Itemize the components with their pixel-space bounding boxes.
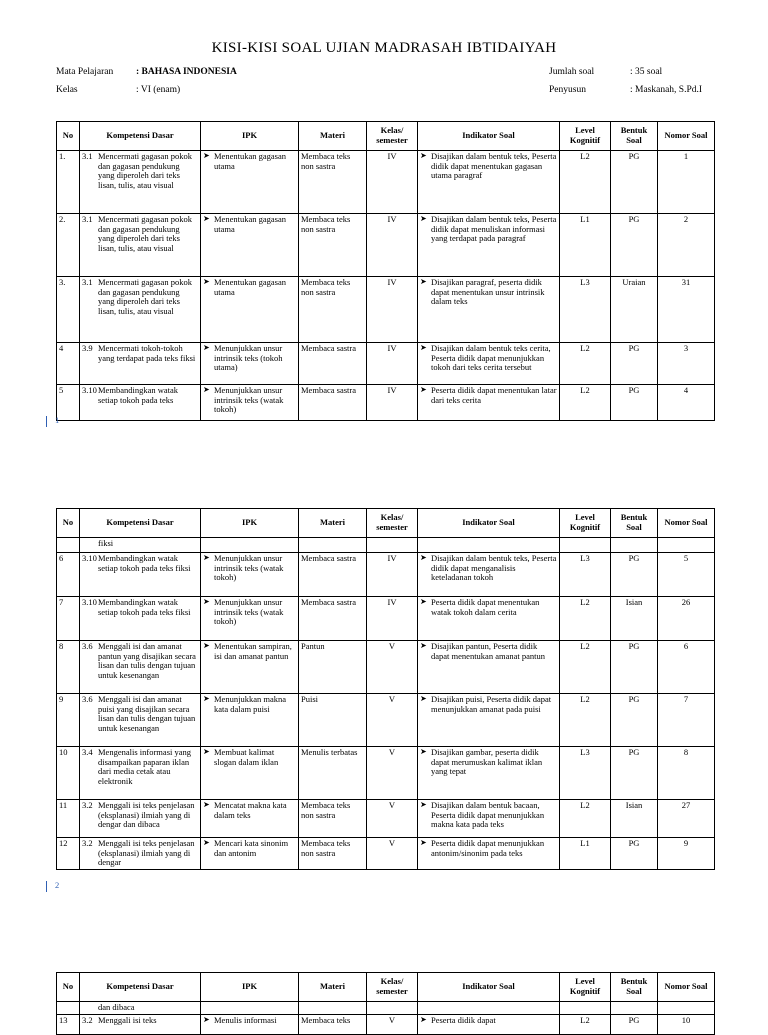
arrow-bullet-icon: ➤ xyxy=(420,747,427,756)
column-header: Level Kognitif xyxy=(560,509,611,538)
arrow-bullet-icon: ➤ xyxy=(203,151,210,160)
table-row xyxy=(57,214,715,277)
kd-text: Mencermati gagasan pokok dan gagasan pendukung yang diperoleh dari teks lisan, tulis, atau visual xyxy=(98,214,192,253)
kompetensi-dasar-cell xyxy=(80,151,201,214)
arrow-bullet-icon: ➤ xyxy=(420,800,427,809)
kisi-table-page-3 xyxy=(56,972,715,1035)
table-body xyxy=(57,1002,715,1035)
bentuk-cell: PG xyxy=(611,694,658,747)
bentuk-cell: PG xyxy=(611,1015,658,1035)
indikator-cell xyxy=(418,277,560,343)
row-number: 13 xyxy=(57,1015,80,1035)
kd-text: Menggali isi dan amanat puisi yang disajikan secara lisan dan tulis dengan tujuan untuk kesenangan xyxy=(98,694,196,733)
arrow-bullet-icon: ➤ xyxy=(203,1015,210,1024)
ipk-cell xyxy=(201,343,299,385)
materi-cell: Membaca sastra xyxy=(299,343,367,385)
table-header xyxy=(57,973,715,1002)
empty-cell xyxy=(299,1002,367,1015)
indikator-cell-text: Disajikan dalam bentuk teks, Peserta didik dapat menuliskan informasi yang terdapat pada paragraf xyxy=(431,214,557,244)
column-header: Nomor Soal xyxy=(658,973,715,1002)
kelas-cell: V xyxy=(367,747,418,800)
nomor-cell: 5 xyxy=(658,553,715,597)
column-header: Indikator Soal xyxy=(418,509,560,538)
empty-cell xyxy=(201,538,299,553)
nomor-cell: 26 xyxy=(658,597,715,641)
kelas-cell: IV xyxy=(367,151,418,214)
materi-cell: Membaca sastra xyxy=(299,553,367,597)
kd-text: Menggali isi teks penjelasan (eksplanasi) ilmiah yang di dengar dan dibaca xyxy=(98,800,195,830)
kd-number: 3.10 xyxy=(82,553,97,563)
continuation-row xyxy=(57,1002,715,1015)
column-header: Level Kognitif xyxy=(560,122,611,151)
kelas-cell: IV xyxy=(367,597,418,641)
meta-penyusun-label: Penyusun xyxy=(549,85,586,95)
nomor-cell: 10 xyxy=(658,1015,715,1035)
kd-text: Membandingkan watak setiap tokoh pada teks fiksi xyxy=(98,553,191,573)
kd-number: 3.9 xyxy=(82,343,93,353)
indikator-cell xyxy=(418,385,560,421)
column-header: No xyxy=(57,509,80,538)
ipk-cell-text: Menentukan sampiran, isi dan amanat pantun xyxy=(214,641,292,661)
column-header: Materi xyxy=(299,509,367,538)
empty-cell xyxy=(367,1002,418,1015)
arrow-bullet-icon: ➤ xyxy=(203,214,210,223)
page-number xyxy=(46,880,59,892)
materi-cell: Membaca teks non sastra xyxy=(299,800,367,838)
table-row xyxy=(57,151,715,214)
column-header: No xyxy=(57,122,80,151)
empty-cell xyxy=(560,538,611,553)
row-number: 11 xyxy=(57,800,80,838)
indikator-cell-text: Peserta didik dapat menentukan latar dari teks cerita xyxy=(431,385,557,405)
kd-number: 3.1 xyxy=(82,277,93,287)
column-header: Nomor Soal xyxy=(658,509,715,538)
ipk-cell xyxy=(201,553,299,597)
kd-text: Menggali isi dan amanat pantun yang disajikan secara lisan dan tulis dengan tujuan untuk kesenangan xyxy=(98,641,196,680)
bentuk-cell: PG xyxy=(611,747,658,800)
kompetensi-dasar-cell xyxy=(80,343,201,385)
level-cell: L2 xyxy=(560,151,611,214)
indikator-cell xyxy=(418,343,560,385)
empty-cell xyxy=(611,1002,658,1015)
ipk-cell xyxy=(201,747,299,800)
arrow-bullet-icon: ➤ xyxy=(420,641,427,650)
indikator-cell xyxy=(418,151,560,214)
bentuk-cell: Isian xyxy=(611,800,658,838)
empty-cell xyxy=(57,1002,80,1015)
ipk-cell-text: Menunjukkan makna kata dalam puisi xyxy=(214,694,286,714)
table-row xyxy=(57,343,715,385)
kd-number: 3.6 xyxy=(82,694,93,704)
kompetensi-dasar-cell xyxy=(80,553,201,597)
arrow-bullet-icon: ➤ xyxy=(203,694,210,703)
kd-number: 3.2 xyxy=(82,838,93,848)
indikator-cell-text: Disajikan paragraf, peserta didik dapat menentukan unsur intrinsik dalam teks xyxy=(431,277,545,307)
arrow-bullet-icon: ➤ xyxy=(203,343,210,352)
ipk-cell xyxy=(201,385,299,421)
kelas-cell: V xyxy=(367,800,418,838)
table-body xyxy=(57,538,715,870)
kelas-cell: V xyxy=(367,838,418,870)
kd-number: 3.2 xyxy=(82,1015,93,1025)
column-header: IPK xyxy=(201,973,299,1002)
table-row xyxy=(57,1015,715,1035)
indikator-cell xyxy=(418,800,560,838)
column-header: Materi xyxy=(299,973,367,1002)
kd-text: Membandingkan watak setiap tokoh pada teks xyxy=(98,385,179,405)
row-number: 12 xyxy=(57,838,80,870)
arrow-bullet-icon: ➤ xyxy=(203,800,210,809)
kelas-cell: IV xyxy=(367,553,418,597)
arrow-bullet-icon: ➤ xyxy=(420,151,427,160)
arrow-bullet-icon: ➤ xyxy=(203,838,210,847)
nomor-cell: 1 xyxy=(658,151,715,214)
indikator-cell xyxy=(418,747,560,800)
kompetensi-dasar-cell xyxy=(80,385,201,421)
indikator-cell xyxy=(418,694,560,747)
kd-number: 3.2 xyxy=(82,800,93,810)
ipk-cell-text: Membuat kalimat slogan dalam iklan xyxy=(214,747,279,767)
nomor-cell: 6 xyxy=(658,641,715,694)
table-row xyxy=(57,694,715,747)
nomor-cell: 4 xyxy=(658,385,715,421)
level-cell: L2 xyxy=(560,800,611,838)
table-row xyxy=(57,800,715,838)
header-row xyxy=(57,973,715,1002)
level-cell: L1 xyxy=(560,214,611,277)
page-number-text: 1 xyxy=(55,415,60,425)
continuation-row xyxy=(57,538,715,553)
indikator-cell xyxy=(418,641,560,694)
kisi-table-page-2 xyxy=(56,508,715,870)
level-cell: L2 xyxy=(560,694,611,747)
table-header xyxy=(57,509,715,538)
kisi-table-page-1 xyxy=(56,121,715,421)
kompetensi-dasar-cell xyxy=(80,747,201,800)
ipk-cell xyxy=(201,641,299,694)
table-row xyxy=(57,277,715,343)
kompetensi-dasar-cell xyxy=(80,214,201,277)
indikator-cell-text: Disajikan dalam bentuk teks, Peserta didik dapat menentukan gagasan utama paragraf xyxy=(431,151,557,181)
level-cell: L2 xyxy=(560,641,611,694)
kelas-cell: IV xyxy=(367,343,418,385)
empty-cell xyxy=(658,538,715,553)
indikator-cell xyxy=(418,597,560,641)
indikator-cell-text: Disajikan dalam bentuk teks cerita, Peserta didik dapat menunjukkan tokoh dari teks cerita tersebut xyxy=(431,343,551,373)
column-header: Bentuk Soal xyxy=(611,973,658,1002)
bentuk-cell: PG xyxy=(611,553,658,597)
column-header: Kompetensi Dasar xyxy=(80,973,201,1002)
empty-cell xyxy=(611,538,658,553)
kompetensi-dasar-cell xyxy=(80,1015,201,1035)
column-header: Kelas/ semester xyxy=(367,973,418,1002)
column-header: Bentuk Soal xyxy=(611,509,658,538)
kompetensi-dasar-cell xyxy=(80,597,201,641)
row-number: 6 xyxy=(57,553,80,597)
row-number: 3. xyxy=(57,277,80,343)
column-header: IPK xyxy=(201,122,299,151)
indikator-cell-text: Disajikan puisi, Peserta didik dapat menunjukkan amanat pada puisi xyxy=(431,694,552,714)
meta-kelas-label: Kelas xyxy=(56,85,78,95)
meta-jumlah-value: : 35 soal xyxy=(630,67,663,77)
materi-cell: Membaca teks non sastra xyxy=(299,151,367,214)
arrow-bullet-icon: ➤ xyxy=(420,694,427,703)
kompetensi-dasar-cell xyxy=(80,694,201,747)
row-number: 10 xyxy=(57,747,80,800)
materi-cell: Membaca teks non sastra xyxy=(299,277,367,343)
indikator-cell-text: Disajikan dalam bentuk bacaan, Peserta didik dapat menunjukkan makna kata pada teks xyxy=(431,800,545,830)
table-row xyxy=(57,641,715,694)
arrow-bullet-icon: ➤ xyxy=(420,838,427,847)
kd-text: Mencermati tokoh-tokoh yang terdapat pada teks fiksi xyxy=(98,343,196,363)
table-header xyxy=(57,122,715,151)
column-header: Kelas/ semester xyxy=(367,122,418,151)
materi-cell: Membaca teks non sastra xyxy=(299,214,367,277)
kelas-cell: V xyxy=(367,641,418,694)
level-cell: L1 xyxy=(560,838,611,870)
bentuk-cell: PG xyxy=(611,385,658,421)
indikator-cell-text: Disajikan gambar, peserta didik dapat merumuskan kalimat iklan yang tepat xyxy=(431,747,543,777)
materi-cell: Menulis terbatas xyxy=(299,747,367,800)
empty-cell xyxy=(418,1002,560,1015)
empty-cell xyxy=(201,1002,299,1015)
ipk-cell xyxy=(201,694,299,747)
kd-number: 3.10 xyxy=(82,385,97,395)
kd-text: Menggali isi teks xyxy=(98,1015,157,1025)
column-header: Indikator Soal xyxy=(418,973,560,1002)
bentuk-cell: Isian xyxy=(611,597,658,641)
level-cell: L3 xyxy=(560,277,611,343)
ipk-cell xyxy=(201,838,299,870)
indikator-cell xyxy=(418,1015,560,1035)
column-header: Indikator Soal xyxy=(418,122,560,151)
arrow-bullet-icon: ➤ xyxy=(203,385,210,394)
level-cell: L2 xyxy=(560,597,611,641)
nomor-cell: 9 xyxy=(658,838,715,870)
column-header: IPK xyxy=(201,509,299,538)
empty-cell xyxy=(418,538,560,553)
arrow-bullet-icon: ➤ xyxy=(203,277,210,286)
bentuk-cell: PG xyxy=(611,838,658,870)
bentuk-cell: PG xyxy=(611,214,658,277)
nomor-cell: 3 xyxy=(658,343,715,385)
page-title: KISI-KISI SOAL UJIAN MADRASAH IBTIDAIYAH xyxy=(211,40,557,56)
ipk-cell-text: Menentukan gagasan utama xyxy=(214,214,286,234)
ipk-cell-text: Menunjukkan unsur intrinsik teks (watak tokoh) xyxy=(214,553,284,583)
ipk-cell-text: Menentukan gagasan utama xyxy=(214,277,286,297)
column-header: Kompetensi Dasar xyxy=(80,122,201,151)
column-header: Bentuk Soal xyxy=(611,122,658,151)
nomor-cell: 2 xyxy=(658,214,715,277)
indikator-cell-text: Peserta didik dapat menunjukkan antonim/sinonim pada teks xyxy=(431,838,545,858)
page-number-text: 2 xyxy=(55,880,60,890)
ipk-cell-text: Menulis informasi xyxy=(214,1015,277,1025)
arrow-bullet-icon: ➤ xyxy=(420,1015,427,1024)
header-row xyxy=(57,122,715,151)
ipk-cell-text: Mencari kata sinonim dan antonim xyxy=(214,838,289,858)
arrow-bullet-icon: ➤ xyxy=(420,277,427,286)
bentuk-cell: Uraian xyxy=(611,277,658,343)
nomor-cell: 31 xyxy=(658,277,715,343)
arrow-bullet-icon: ➤ xyxy=(420,553,427,562)
kelas-cell: V xyxy=(367,1015,418,1035)
indikator-cell-text: Peserta didik dapat menentukan watak tokoh dalam cerita xyxy=(431,597,540,617)
meta-mapel-label: Mata Pelajaran xyxy=(56,67,114,77)
row-number: 9 xyxy=(57,694,80,747)
row-number: 8 xyxy=(57,641,80,694)
level-cell: L3 xyxy=(560,747,611,800)
kompetensi-dasar-cell xyxy=(80,800,201,838)
table-row xyxy=(57,597,715,641)
ipk-cell xyxy=(201,1015,299,1035)
arrow-bullet-icon: ➤ xyxy=(420,385,427,394)
empty-cell xyxy=(57,538,80,553)
continuation-text: fiksi xyxy=(80,538,201,553)
arrow-bullet-icon: ➤ xyxy=(203,641,210,650)
ipk-cell-text: Menunjukkan unsur intrinsik teks (tokoh utama) xyxy=(214,343,283,373)
kd-number: 3.10 xyxy=(82,597,97,607)
table-row xyxy=(57,385,715,421)
indikator-cell xyxy=(418,214,560,277)
arrow-bullet-icon: ➤ xyxy=(420,214,427,223)
materi-cell: Membaca teks non sastra xyxy=(299,838,367,870)
bentuk-cell: PG xyxy=(611,641,658,694)
kd-number: 3.1 xyxy=(82,214,93,224)
row-number: 4 xyxy=(57,343,80,385)
empty-cell xyxy=(658,1002,715,1015)
indikator-cell-text: Disajikan pantun, Peserta didik dapat menentukan amanat pantun xyxy=(431,641,545,661)
materi-cell: Pantun xyxy=(299,641,367,694)
ipk-cell-text: Mencatat makna kata dalam teks xyxy=(214,800,287,820)
table-row xyxy=(57,553,715,597)
meta-penyusun-value: : Maskanah, S.Pd.I xyxy=(630,85,703,95)
table-row xyxy=(57,838,715,870)
kelas-cell: IV xyxy=(367,277,418,343)
level-cell: L2 xyxy=(560,385,611,421)
header-row xyxy=(57,509,715,538)
meta-kelas-value: : VI (enam) xyxy=(136,85,181,95)
kd-text: Mencermati gagasan pokok dan gagasan pendukung yang diperoleh dari teks lisan, tulis, atau visual xyxy=(98,151,192,190)
column-header: Kelas/ semester xyxy=(367,509,418,538)
arrow-bullet-icon: ➤ xyxy=(203,747,210,756)
indikator-cell-text: Peserta didik dapat xyxy=(431,1015,496,1025)
kd-text: Mencermati gagasan pokok dan gagasan pendukung yang diperoleh dari teks lisan, tulis, atau visual xyxy=(98,277,192,316)
ipk-cell-text: Menentukan gagasan utama xyxy=(214,151,286,171)
column-header: Kompetensi Dasar xyxy=(80,509,201,538)
page-number xyxy=(46,415,59,427)
ipk-cell xyxy=(201,277,299,343)
kompetensi-dasar-cell xyxy=(80,641,201,694)
meta-jumlah-label: Jumlah soal xyxy=(549,67,595,77)
materi-cell: Membaca sastra xyxy=(299,385,367,421)
kelas-cell: V xyxy=(367,694,418,747)
nomor-cell: 8 xyxy=(658,747,715,800)
kd-text: Membandingkan watak setiap tokoh pada teks fiksi xyxy=(98,597,191,617)
kompetensi-dasar-cell xyxy=(80,277,201,343)
kd-number: 3.6 xyxy=(82,641,93,651)
indikator-cell xyxy=(418,553,560,597)
ipk-cell-text: Menunjukkan unsur intrinsik teks (watak tokoh) xyxy=(214,385,284,415)
meta-mapel-value: : BAHASA INDONESIA xyxy=(136,67,237,77)
materi-cell: Membaca sastra xyxy=(299,597,367,641)
bentuk-cell: PG xyxy=(611,151,658,214)
empty-cell xyxy=(367,538,418,553)
column-header: Materi xyxy=(299,122,367,151)
materi-cell: Membaca teks xyxy=(299,1015,367,1035)
level-cell: L2 xyxy=(560,1015,611,1035)
empty-cell xyxy=(299,538,367,553)
kd-text: Menggali isi teks penjelasan (eksplanasi) ilmiah yang di dengar xyxy=(98,838,195,868)
arrow-bullet-icon: ➤ xyxy=(203,597,210,606)
kelas-cell: IV xyxy=(367,214,418,277)
column-header: No xyxy=(57,973,80,1002)
bentuk-cell: PG xyxy=(611,343,658,385)
indikator-cell-text: Disajikan dalam bentuk teks, Peserta didik dapat menganalisis keteladanan tokoh xyxy=(431,553,557,583)
nomor-cell: 7 xyxy=(658,694,715,747)
column-header: Nomor Soal xyxy=(658,122,715,151)
table-row xyxy=(57,747,715,800)
level-cell: L3 xyxy=(560,553,611,597)
kd-number: 3.4 xyxy=(82,747,93,757)
row-number: 1. xyxy=(57,151,80,214)
nomor-cell: 27 xyxy=(658,800,715,838)
continuation-text: dan dibaca xyxy=(80,1002,201,1015)
ipk-cell xyxy=(201,151,299,214)
kd-text: Mengenalis informasi yang disampaikan paparan iklan dari media cetak atau elektronik xyxy=(98,747,192,786)
ipk-cell xyxy=(201,597,299,641)
kd-number: 3.1 xyxy=(82,151,93,161)
column-header: Level Kognitif xyxy=(560,973,611,1002)
level-cell: L2 xyxy=(560,343,611,385)
arrow-bullet-icon: ➤ xyxy=(203,553,210,562)
kompetensi-dasar-cell xyxy=(80,838,201,870)
row-number: 7 xyxy=(57,597,80,641)
ipk-cell xyxy=(201,214,299,277)
row-number: 5 xyxy=(57,385,80,421)
materi-cell: Puisi xyxy=(299,694,367,747)
arrow-bullet-icon: ➤ xyxy=(420,343,427,352)
indikator-cell xyxy=(418,838,560,870)
empty-cell xyxy=(560,1002,611,1015)
row-number: 2. xyxy=(57,214,80,277)
ipk-cell-text: Menunjukkan unsur intrinsik teks (watak tokoh) xyxy=(214,597,284,627)
arrow-bullet-icon: ➤ xyxy=(420,597,427,606)
kelas-cell: IV xyxy=(367,385,418,421)
table-body xyxy=(57,151,715,421)
ipk-cell xyxy=(201,800,299,838)
